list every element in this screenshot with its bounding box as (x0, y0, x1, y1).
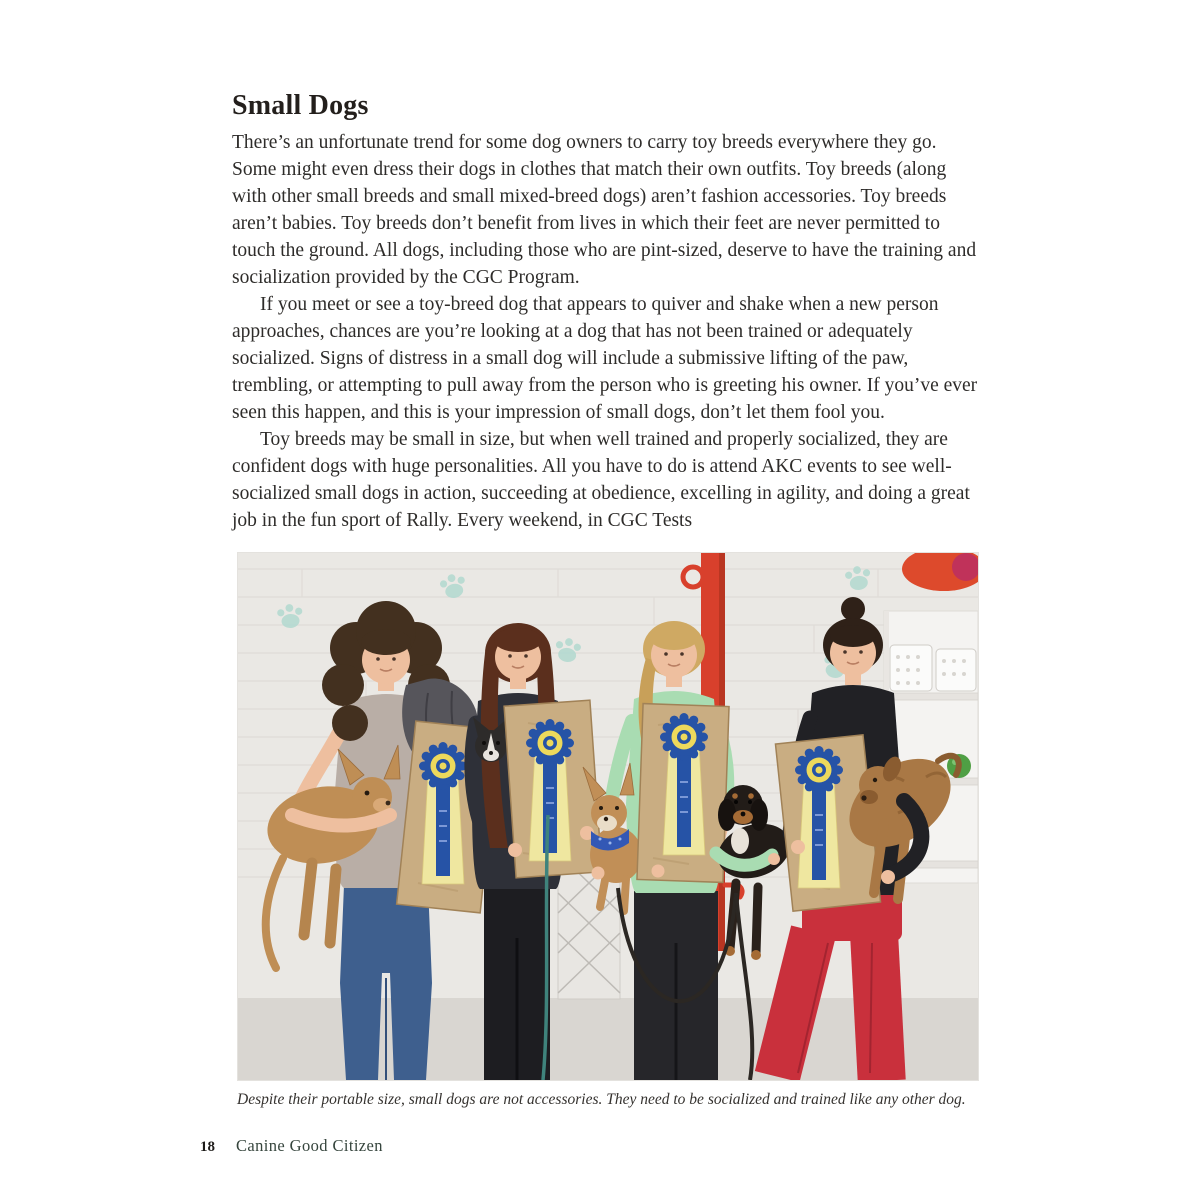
section-heading: Small Dogs (232, 90, 369, 121)
photo-caption: Despite their portable size, small dogs are not accessories. They need to be socialized and trained like any other dog. (237, 1091, 966, 1108)
rosette-3 (660, 713, 708, 855)
photo-small-dogs (237, 552, 979, 1081)
wire-basket (936, 649, 976, 691)
rosette-4 (795, 746, 843, 888)
award-board-2 (504, 700, 602, 878)
footer-running-title: Canine Good Citizen (236, 1136, 383, 1155)
rosette-1 (419, 742, 467, 884)
footer-page-number: 18 (200, 1139, 215, 1155)
paragraph-1: There’s an unfortunate trend for some dog owners to carry toy breeds everywhere they go. Some might even dress their dogs in clothes that match their own outfits. Toy breeds (along with other small breeds and small mixed-breed dogs) aren’t fashion accessories. Toy breeds aren’t babies. Toy breeds don’t benefit from lives in which their feet are never permitted to touch the ground. All dogs, including those who are pint-sized, deserve to have the training and socialization provided by the CGC Program. (232, 132, 977, 288)
page-footer (200, 1136, 383, 1156)
wire-basket (890, 645, 932, 691)
paragraph-2: If you meet or see a toy-breed dog that appears to quiver and shake when a new person approaches, chances are you’re looking at a dog that has not been trained or adequately socialized. Signs of distress in a small dog will include a submissive lifting of the paw, trembling, or attempting to pull away from the person who is greeting his owner. If you’ve ever seen this happen, and this is your impression of small dogs, don’t let them fool you. (232, 294, 978, 423)
rosette-2 (526, 719, 574, 861)
paragraph-3: Toy breeds may be small in size, but when well trained and properly socialized, they are confident dogs with huge personalities. All you have to do is attend AKC events to see well-socialized small dogs in action, succeeding at obedience, excelling in agility, and doing a great job in the fun sport of Rally. Every weekend, in CGC Tests (232, 429, 970, 531)
photo-figure (237, 552, 977, 1109)
page-content (232, 90, 982, 1109)
